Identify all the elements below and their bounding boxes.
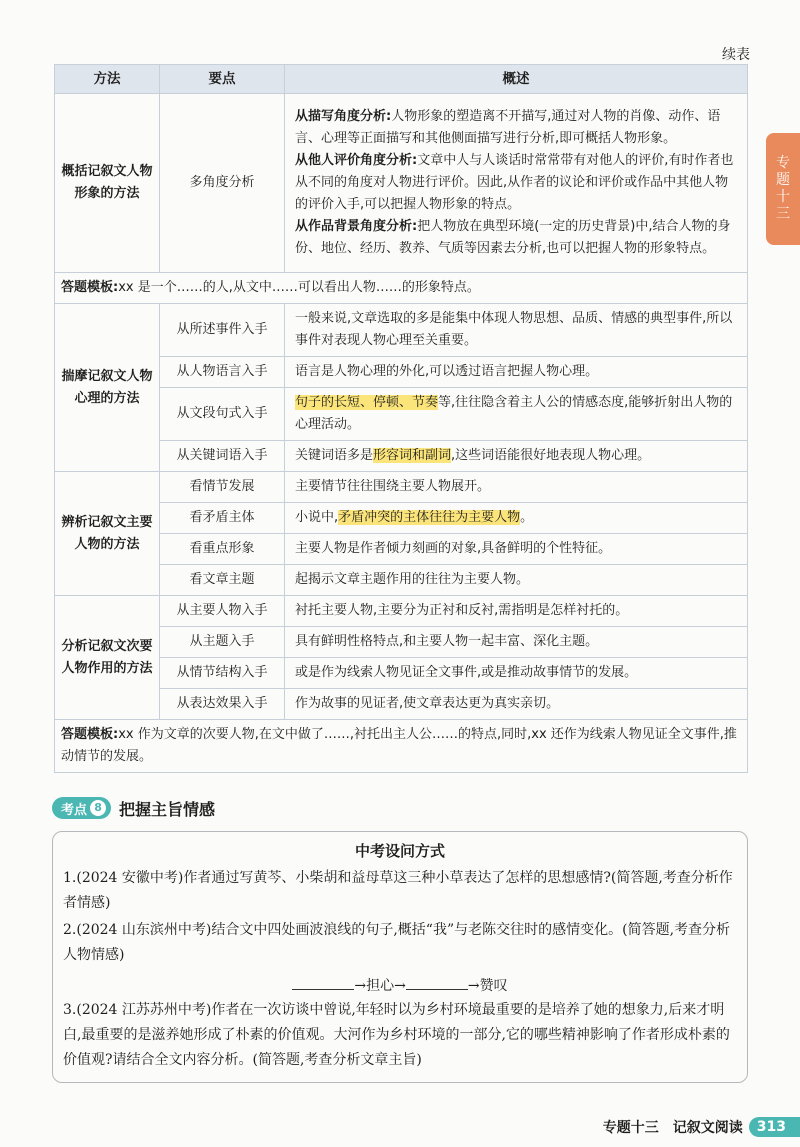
answer-template: 答题模板:xx 是一个……的人,从文中……可以看出人物……的形象特点。 — [55, 273, 748, 304]
overview-cell: 句子的长短、停顿、节奏等,往往隐含着主人公的情感态度,能够折射出人物的心理活动。 — [285, 388, 748, 441]
point-cell: 从所述事件入手 — [160, 304, 285, 357]
header-point: 要点 — [160, 65, 285, 94]
footer-chapter: 专题十三 记叙文阅读 — [602, 1120, 743, 1136]
question-1: 1.(2024 安徽中考)作者通过写黄芩、小柴胡和益母草这三种小草表达了怎样的思想感情?(简答题,考查分析作者情感) — [63, 870, 733, 911]
point-cell: 从关键词语入手 — [160, 441, 285, 472]
exam-point-title: 把握主旨情感 — [119, 799, 216, 819]
overview-cell: 具有鲜明性格特点,和主要人物一起丰富、深化主题。 — [285, 627, 748, 658]
point-cell: 看重点形象 — [160, 534, 285, 565]
table-row — [55, 94, 748, 273]
highlight: 矛盾冲突的主体往往为主要人物 — [338, 510, 521, 525]
template-row — [55, 720, 748, 773]
emotion-chain: →担心→ →赞叹 — [53, 975, 747, 995]
method-cell: 揣摩记叙文人物心理的方法 — [55, 304, 160, 472]
exam-point-number: 8 — [90, 800, 106, 816]
answer-template: 答题模板:xx 作为文章的次要人物,在文中做了……,衬托出主人公……的特点,同时,xx 还作为线索人物见证全文事件,推动情节的发展。 — [55, 720, 748, 773]
point-cell: 多角度分析 — [160, 94, 285, 273]
methods-table — [54, 64, 748, 773]
point-cell: 看情节发展 — [160, 472, 285, 503]
overview-cell: 起揭示文章主题作用的往往为主要人物。 — [285, 565, 748, 596]
point-cell: 从表达效果入手 — [160, 689, 285, 720]
overview-cell: 或是作为线索人物见证全文事件,或是推动故事情节的发展。 — [285, 658, 748, 689]
overview-cell: 语言是人物心理的外化,可以透过语言把握人物心理。 — [285, 357, 748, 388]
table-row — [55, 596, 748, 627]
exam-point-heading — [52, 796, 215, 820]
exam-point-badge: 考点 8 — [52, 797, 111, 819]
table-row — [55, 304, 748, 357]
method-cell: 概括记叙文人物形象的方法 — [55, 94, 160, 273]
overview-cell: 从描写角度分析:人物形象的塑造离不开描写,通过对人物的肖像、动作、语言、心理等正面描写和其他侧面描写进行分析,即可概括人物形象。 从他人评价角度分析:文章中人与人谈话时常常带有对他人的评价,有时作者也从不同的角度对人物进行评价。因此,从作者的议论和评价或作品中其他人物的评价入手,可以把握人物形象的特点。 从作品背景角度分析:把人物放在典型环境(一定的历史背景)中,结合人物的身份、地位、经历、教养、气质等因素去分析,也可以把握人物的形象特点。 — [285, 94, 748, 273]
overview-cell: 主要情节往往围绕主要人物展开。 — [285, 472, 748, 503]
header-overview: 概述 — [285, 65, 748, 94]
continued-label: 续表 — [722, 47, 750, 63]
overview-cell: 衬托主要人物,主要分为正衬和反衬,需指明是怎样衬托的。 — [285, 596, 748, 627]
method-cell: 辨析记叙文主要人物的方法 — [55, 472, 160, 596]
highlight: 句子的长短、停顿、节奏 — [295, 395, 439, 410]
page-footer — [603, 1117, 800, 1137]
highlight: 形容词和副词 — [373, 448, 452, 463]
point-cell: 从人物语言入手 — [160, 357, 285, 388]
answer-blank[interactable] — [292, 975, 354, 990]
overview-cell: 关键词语多是形容词和副词,这些词语能很好地表现人物心理。 — [285, 441, 748, 472]
overview-cell: 小说中,矛盾冲突的主体往往为主要人物。 — [285, 503, 748, 534]
point-cell: 从文段句式入手 — [160, 388, 285, 441]
table-row — [55, 472, 748, 503]
table-header-row — [55, 65, 748, 94]
template-row — [55, 273, 748, 304]
point-cell: 看矛盾主体 — [160, 503, 285, 534]
question-box-title: 中考设问方式 — [354, 842, 445, 860]
point-cell: 看文章主题 — [160, 565, 285, 596]
header-method: 方法 — [55, 65, 160, 94]
point-cell: 从主要人物入手 — [160, 596, 285, 627]
point-cell: 从主题入手 — [160, 627, 285, 658]
page-number: 313 — [749, 1117, 800, 1137]
method-cell: 分析记叙文次要人物作用的方法 — [55, 596, 160, 720]
overview-cell: 主要人物是作者倾力刻画的对象,具备鲜明的个性特征。 — [285, 534, 748, 565]
chapter-side-tab: 专题十三 — [766, 133, 800, 245]
overview-cell: 作为故事的见证者,使文章表达更为真实亲切。 — [285, 689, 748, 720]
question-2: 2.(2024 山东滨州中考)结合文中四处画波浪线的句子,概括“我”与老陈交往时的感情变化。(简答题,考查分析人物情感) — [63, 922, 731, 963]
overview-cell: 一般来说,文章选取的多是能集中体现人物思想、品质、情感的典型事件,所以事件对表现人物心理至关重要。 — [285, 304, 748, 357]
point-cell: 从情节结构入手 — [160, 658, 285, 689]
question-box — [52, 831, 748, 1083]
question-3: 3.(2024 江苏苏州中考)作者在一次访谈中曾说,年轻时以为乡村环境最重要的是培养了她的想象力,后来才明白,最重要的是滋养她形成了朴素的价值观。大河作为乡村环境的一部分,它的哪些精神影响了作者形成朴素的价值观?请结合全文内容分析。(简答题,考查分析文章主旨) — [63, 1002, 730, 1068]
answer-blank[interactable] — [406, 975, 468, 990]
